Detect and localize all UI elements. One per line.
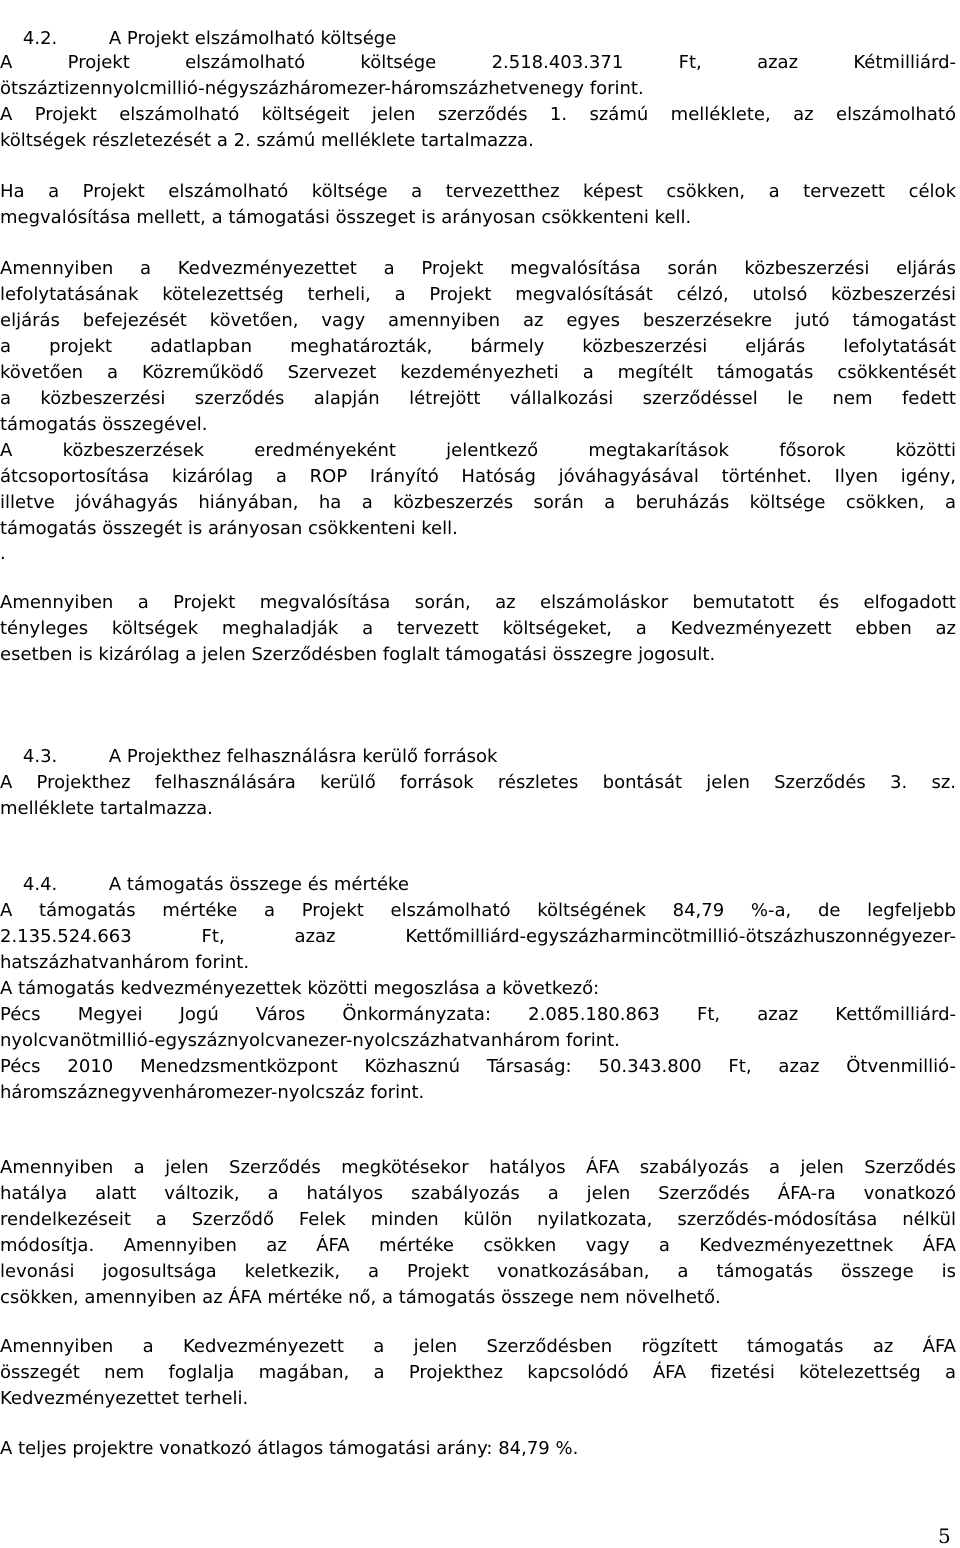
text-line: nyolcvanötmillió-egyszáznyolcvanezer-nyolcszázhatvanhárom forint. bbox=[0, 1030, 620, 1051]
section-number: 4.4. bbox=[22, 874, 58, 895]
text-line: a projekt adatlapban meghatározták, bármely közbeszerzési eljárás lefolytatását bbox=[0, 336, 956, 357]
text-line: A közbeszerzések eredményeként jelentkező megtakarítások fősorok közötti bbox=[0, 440, 956, 461]
text-line: módosítja. Amennyiben az ÁFA mértéke csökken vagy a Kedvezményezettnek ÁFA bbox=[0, 1235, 956, 1256]
text-line: 2.135.524.663 Ft, azaz Kettőmilliárd-egyszázharmincötmillió-ötszázhuszonnégyezer- bbox=[0, 926, 956, 947]
text-line: illetve jóváhagyás hiányában, ha a közbeszerzés során a beruházás költsége csökken, a bbox=[0, 492, 956, 513]
section-title: A támogatás összege és mértéke bbox=[108, 874, 409, 895]
text-line: levonási jogosultsága keletkezik, a Projekt vonatkozásában, a támogatás összege is bbox=[0, 1261, 956, 1282]
section-number: 4.2. bbox=[22, 28, 58, 49]
text-line: lefolytatásának kötelezettség terheli, a Projekt megvalósítását célzó, utolsó közbeszerzési bbox=[0, 284, 956, 305]
text-line: hatálya alatt változik, a hatályos szabályozás a jelen Szerződés ÁFA-ra vonatkozó bbox=[0, 1183, 956, 1204]
text-line: rendelkezéseit a Szerződő Felek minden külön nyilatkozata, szerződés-módosítása nélkül bbox=[0, 1209, 956, 1230]
text-line: csökken, amennyiben az ÁFA mértéke nő, a támogatás összege nem növelhető. bbox=[0, 1287, 721, 1308]
text-line: Pécs Megyei Jogú Város Önkormányzata: 2.085.180.863 Ft, azaz Kettőmilliárd- bbox=[0, 1004, 956, 1025]
text-line: Pécs 2010 Menedzsmentközpont Közhasznú Társaság: 50.343.800 Ft, azaz Ötvenmillió- bbox=[0, 1056, 956, 1077]
text-line: Kedvezményezettet terheli. bbox=[0, 1388, 249, 1409]
text-line: esetben is kizárólag a jelen Szerződésben foglalt támogatási összegre jogosult. bbox=[0, 644, 716, 665]
section-heading-4-4 bbox=[0, 846, 956, 895]
text-line: A Projekt elszámolható költsége 2.518.403.371 Ft, azaz Kétmilliárd- bbox=[0, 52, 956, 73]
text-line: hatszázhatvanhárom forint. bbox=[0, 952, 250, 973]
text-line: Amennyiben a jelen Szerződés megkötésekor hatályos ÁFA szabályozás a jelen Szerződés bbox=[0, 1157, 956, 1178]
text-line: A Projekt elszámolható költségeit jelen szerződés 1. számú melléklete, az elszámolható bbox=[0, 104, 956, 125]
text-line: támogatás összegét is arányosan csökkenteni kell. bbox=[0, 518, 458, 539]
text-line: támogatás összegével. bbox=[0, 414, 208, 435]
text-line: összegét nem foglalja magában, a Projekthez kapcsolódó ÁFA fizetési kötelezettség a bbox=[0, 1362, 956, 1383]
text-line: megvalósítása mellett, a támogatási összeget is arányosan csökkenteni kell. bbox=[0, 207, 692, 228]
page-number: 5 bbox=[938, 1524, 951, 1548]
text-line: tényleges költségek meghaladják a tervezett költségeket, a Kedvezményezett ebben az bbox=[0, 618, 956, 639]
section-heading-4-3 bbox=[0, 718, 956, 767]
text-line: ötszáztizennyolcmillió-négyszázháromezer-háromszázhetvenegy forint. bbox=[0, 78, 644, 99]
text-line: A teljes projektre vonatkozó átlagos támogatási arány: 84,79 %. bbox=[0, 1438, 579, 1459]
text-line: A támogatás mértéke a Projekt elszámolható költségének 84,79 %-a, de legfeljebb bbox=[0, 900, 956, 921]
text-line: . bbox=[0, 543, 6, 564]
text-line: A támogatás kedvezményezettek közötti megoszlása a következő: bbox=[0, 978, 600, 999]
section-title: A Projekthez felhasználásra kerülő források bbox=[108, 746, 498, 767]
text-line: Amennyiben a Projekt megvalósítása során, az elszámoláskor bemutatott és elfogadott bbox=[0, 592, 956, 613]
section-number: 4.3. bbox=[22, 746, 58, 767]
text-line: Amennyiben a Kedvezményezett a jelen Szerződésben rögzített támogatás az ÁFA bbox=[0, 1336, 956, 1357]
section-heading-4-2 bbox=[0, 0, 956, 49]
text-line: átcsoportosítása kizárólag a ROP Irányító Hatóság jóváhagyásával történhet. Ilyen igény, bbox=[0, 466, 956, 487]
text-line: eljárás befejezését követően, vagy amennyiben az egyes beszerzésekre jutó támogatást bbox=[0, 310, 956, 331]
text-line: melléklete tartalmazza. bbox=[0, 798, 213, 819]
text-line: Ha a Projekt elszámolható költsége a tervezetthez képest csökken, a tervezett célok bbox=[0, 181, 956, 202]
text-line: A Projekthez felhasználására kerülő források részletes bontását jelen Szerződés 3. sz. bbox=[0, 772, 956, 793]
text-line: Amennyiben a Kedvezményezettet a Projekt megvalósítása során közbeszerzési eljárás bbox=[0, 258, 956, 279]
text-line: költségek részletezését a 2. számú melléklete tartalmazza. bbox=[0, 130, 534, 151]
text-line: háromszáznegyvenháromezer-nyolcszáz forint. bbox=[0, 1082, 425, 1103]
text-line: a közbeszerzési szerződés alapján létrejött vállalkozási szerződéssel le nem fedett bbox=[0, 388, 956, 409]
section-title: A Projekt elszámolható költsége bbox=[108, 28, 397, 49]
text-line: követően a Közreműködő Szervezet kezdeményezheti a megítélt támogatás csökkentését bbox=[0, 362, 956, 383]
